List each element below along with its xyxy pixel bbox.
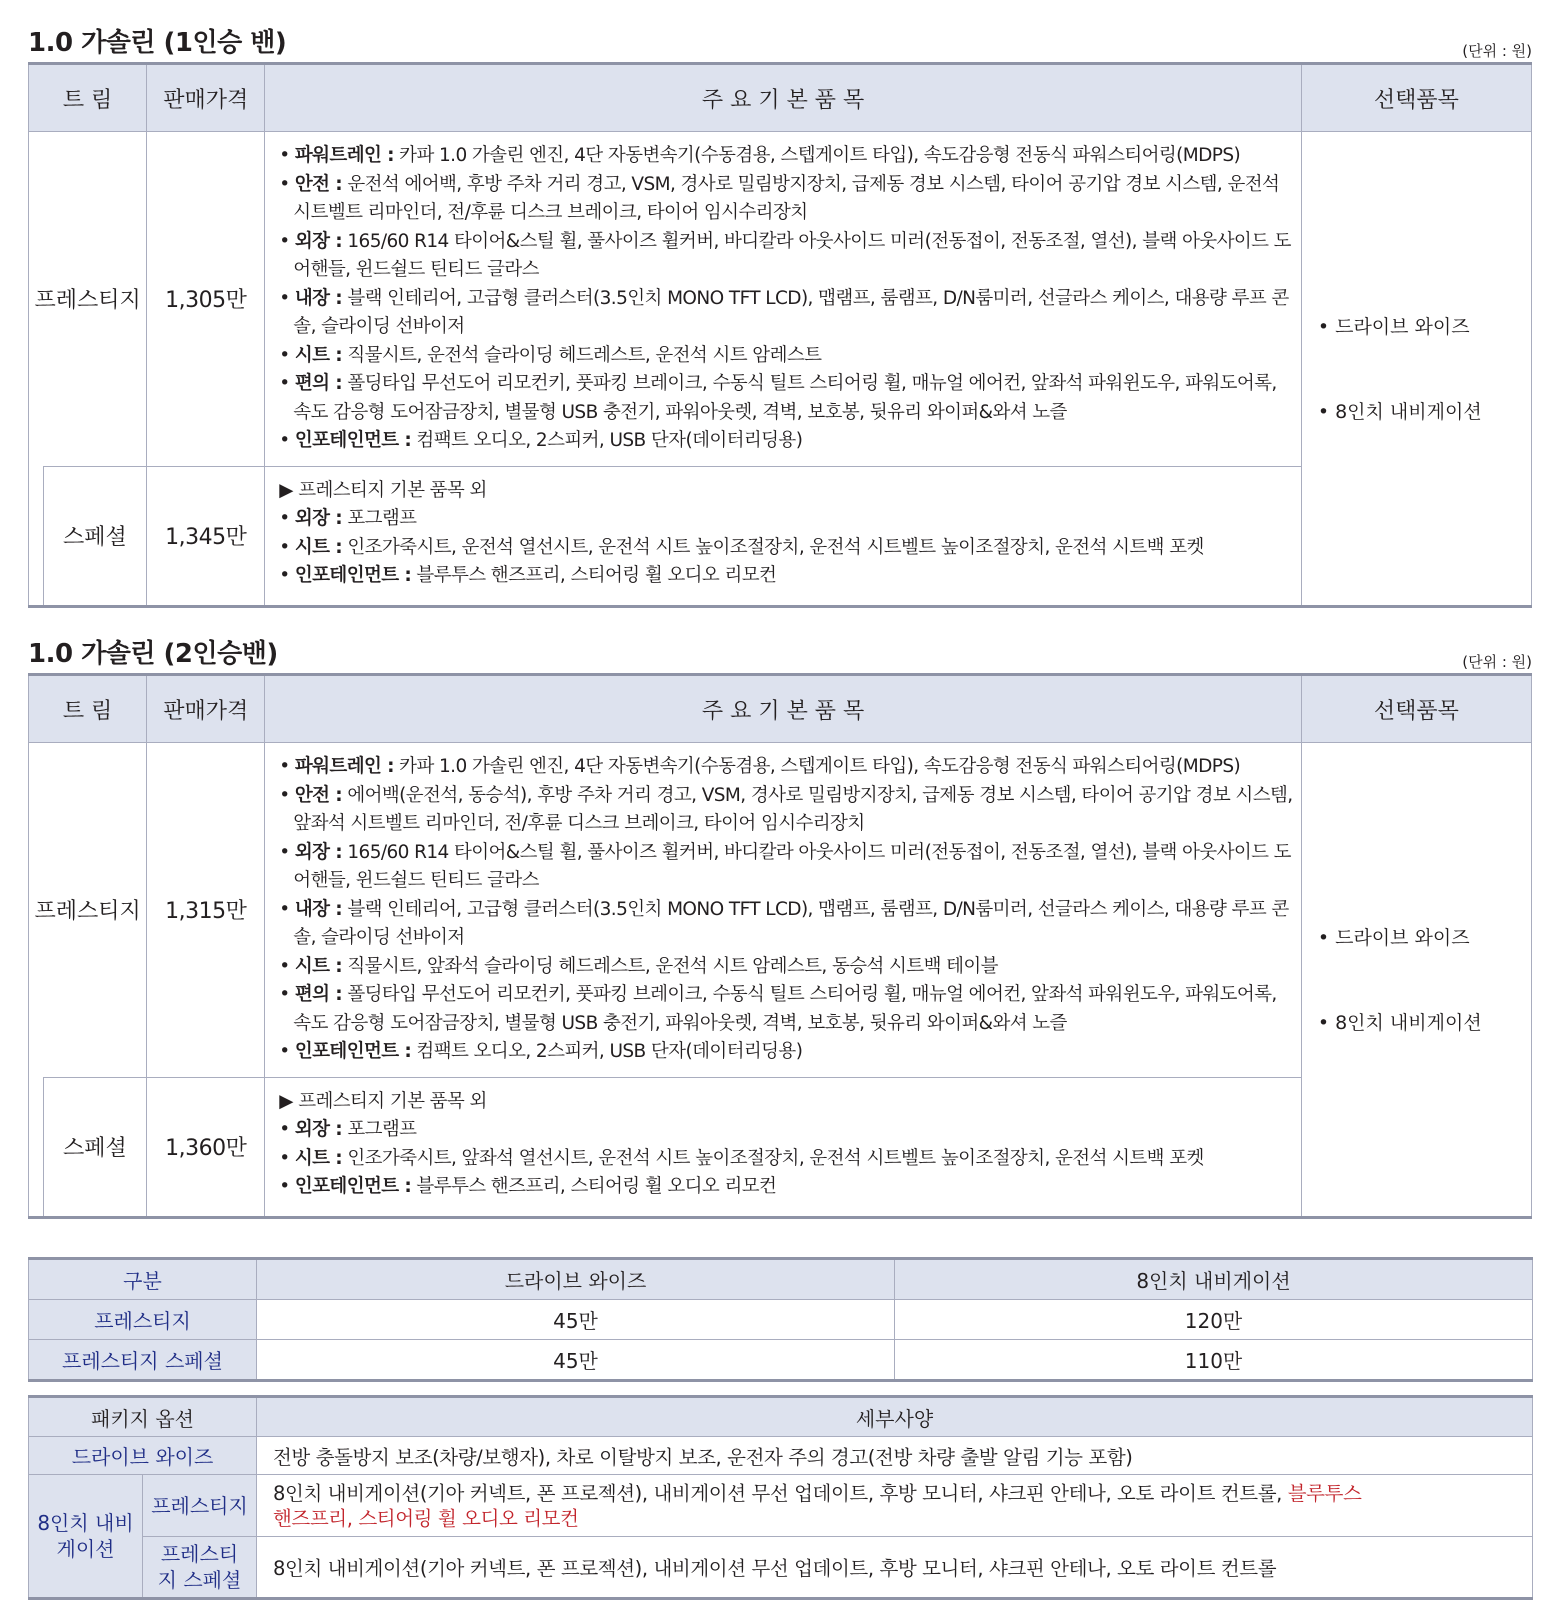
detail-nav-special: 8인치 내비게이션(기아 커넥트, 폰 프로젝션), 내비게이션 무선 업데이트, 후방 모니터, 샤크핀 안테나, 오토 라이트 컨트롤 bbox=[257, 1537, 1533, 1599]
section1-header bbox=[28, 22, 1532, 62]
section2-spec-table bbox=[28, 673, 1532, 1219]
trim-prestige: 프레스티지 bbox=[29, 743, 147, 1078]
highlight-text: 블루투스 핸즈프리, 스티어링 휠 오디오 리모컨 bbox=[273, 1481, 1362, 1530]
header-trim: 트 림 bbox=[29, 64, 147, 132]
feature-item: • 외장 : 165/60 R14 타이어&스틸 휠, 풀사이즈 휠커버, 바디칼라 아웃사이드 미러(전동접이, 전동조절, 열선), 블랙 아웃사이드 도어핸들, 윈드쉴드 틴티드 글라스 bbox=[279, 841, 1291, 891]
package-table bbox=[28, 1395, 1533, 1600]
option-price-table bbox=[28, 1257, 1533, 1382]
feature-item: • 시트 : 인조가죽시트, 운전석 열선시트, 운전석 시트 높이조절장치, 운전석 시트벨트 높이조절장치, 운전석 시트백 포켓 bbox=[279, 536, 1204, 558]
header-package: 패키지 옵션 bbox=[29, 1397, 257, 1437]
package-row-drive-wise bbox=[29, 1437, 1533, 1475]
section1-spec-table bbox=[28, 62, 1532, 608]
feature-item: • 시트 : 인조가죽시트, 앞좌석 열선시트, 운전석 시트 높이조절장치, 운전석 시트벨트 높이조절장치, 운전석 시트백 포켓 bbox=[279, 1147, 1204, 1169]
section2-prestige-row bbox=[29, 743, 1532, 1078]
price-navigation: 110만 bbox=[895, 1340, 1533, 1381]
feature-item: • 시트 : 직물시트, 앞좌석 슬라이딩 헤드레스트, 운전석 시트 암레스트, 동승석 시트백 테이블 bbox=[279, 955, 998, 977]
package-header-row bbox=[29, 1397, 1533, 1437]
option-price-row bbox=[29, 1340, 1533, 1381]
trim-prestige: 프레스티지 bbox=[143, 1475, 257, 1537]
features-special bbox=[265, 466, 1302, 606]
header-price: 판매가격 bbox=[147, 64, 265, 132]
section1-title: 1.0 가솔린 (1인승 밴) bbox=[28, 28, 287, 58]
feature-item: • 인포테인먼트 : 블루투스 핸즈프리, 스티어링 휠 오디오 리모컨 bbox=[279, 1176, 777, 1197]
feature-item: • 파워트레인 : 카파 1.0 가솔린 엔진, 4단 자동변속기(수동겸용, 스텝게이트 타입), 속도감응형 전동식 파워스티어링(MDPS) bbox=[279, 756, 1241, 777]
option-drive-wise: • 드라이브 와이즈 bbox=[1317, 316, 1470, 339]
row-name: 프레스티지 bbox=[29, 1300, 257, 1340]
section1-prestige-row bbox=[29, 132, 1532, 467]
option-drive-wise: • 드라이브 와이즈 bbox=[1317, 927, 1470, 950]
price-drive-wise: 45만 bbox=[257, 1300, 895, 1340]
price-drive-wise: 45만 bbox=[257, 1340, 895, 1381]
feature-item: • 외장 : 포그램프 bbox=[279, 1119, 417, 1140]
feature-item: • 편의 : 폴딩타입 무선도어 리모컨키, 풋파킹 브레이크, 수동식 틸트 스티어링 휠, 매뉴얼 에어컨, 앞좌석 파워윈도우, 파워도어록, 속도 감응형 도어잠금장치, 별물형 USB 충전기, 파워아웃렛, 격벽, 보호봉, 뒷유리 와이퍼&와셔 노즐 bbox=[279, 373, 1277, 423]
detail-nav-prestige: 8인치 내비게이션(기아 커넥트, 폰 프로젝션), 내비게이션 무선 업데이트, 후방 모니터, 샤크핀 안테나, 오토 라이트 컨트롤, 블루투스 핸즈프리, 스티어링 휠 오디오 리모컨 bbox=[257, 1475, 1533, 1537]
price-special: 1,360만 bbox=[147, 1077, 265, 1217]
feature-item: • 인포테인먼트 : 컴팩트 오디오, 2스피커, USB 단자(데이터리딩용) bbox=[279, 1041, 803, 1062]
trim-special: 스페셜 bbox=[43, 466, 147, 606]
header-options: 선택품목 bbox=[1301, 675, 1531, 743]
feature-item: • 인포테인먼트 : 컴팩트 오디오, 2스피커, USB 단자(데이터리딩용) bbox=[279, 430, 803, 451]
feature-item: • 내장 : 블랙 인테리어, 고급형 클러스터(3.5인치 MONO TFT LCD), 맵램프, 룸램프, D/N룸미러, 선글라스 케이스, 대용량 루프 콘솔, 슬라이딩 선바이저 bbox=[279, 898, 1289, 948]
feature-item: • 시트 : 직물시트, 운전석 슬라이딩 헤드레스트, 운전석 시트 암레스트 bbox=[279, 344, 822, 366]
feature-item: • 편의 : 폴딩타입 무선도어 리모컨키, 풋파킹 브레이크, 수동식 틸트 스티어링 휠, 매뉴얼 에어컨, 앞좌석 파워윈도우, 파워도어록, 속도 감응형 도어잠금장치, 별물형 USB 충전기, 파워아웃렛, 격벽, 보호봉, 뒷유리 와이퍼&와셔 노즐 bbox=[279, 984, 1277, 1034]
price-prestige: 1,305만 bbox=[147, 132, 265, 467]
header-options: 선택품목 bbox=[1301, 64, 1531, 132]
feature-base: ▶ 프레스티지 기본 품목 외 bbox=[279, 1090, 487, 1112]
col-drive-wise: 드라이브 와이즈 bbox=[257, 1259, 895, 1300]
trim-indent bbox=[29, 466, 44, 606]
option-price-row bbox=[29, 1300, 1533, 1340]
feature-item: • 파워트레인 : 카파 1.0 가솔린 엔진, 4단 자동변속기(수동겸용, 스텝게이트 타입), 속도감응형 전동식 파워스티어링(MDPS) bbox=[279, 145, 1241, 166]
package-navigation: 8인치 내비게이션 bbox=[29, 1475, 143, 1599]
section1-header-row bbox=[29, 64, 1532, 132]
trim-special: 스페셜 bbox=[43, 1077, 147, 1217]
feature-item: • 외장 : 165/60 R14 타이어&스틸 휠, 풀사이즈 휠커버, 바디칼라 아웃사이드 미러(전동접이, 전동조절, 열선), 블랙 아웃사이드 도어핸들, 윈드쉴드 틴티드 글라스 bbox=[279, 230, 1291, 280]
price-prestige: 1,315만 bbox=[147, 743, 265, 1078]
features-prestige bbox=[265, 743, 1302, 1078]
trim-prestige: 프레스티지 bbox=[29, 132, 147, 467]
feature-base: ▶ 프레스티지 기본 품목 외 bbox=[279, 479, 487, 501]
features-special bbox=[265, 1077, 1302, 1217]
header-features: 주 요 기 본 품 목 bbox=[265, 675, 1302, 743]
options-cell bbox=[1301, 743, 1531, 1218]
package-row-nav-special bbox=[29, 1537, 1533, 1599]
feature-item: • 안전 : 운전석 에어백, 후방 주차 거리 경고, VSM, 경사로 밀림방지장치, 급제동 경보 시스템, 타이어 공기압 경보 시스템, 운전석 시트벨트 리마인더, 전/후륜 디스크 브레이크, 타이어 임시수리장치 bbox=[279, 173, 1280, 223]
row-name: 프레스티지 스페셜 bbox=[29, 1340, 257, 1381]
detail-drive-wise: 전방 충돌방지 보조(차량/보행자), 차로 이탈방지 보조, 운전자 주의 경고(전방 차량 출발 알림 기능 포함) bbox=[257, 1437, 1533, 1475]
feature-item: • 인포테인먼트 : 블루투스 핸즈프리, 스티어링 휠 오디오 리모컨 bbox=[279, 565, 777, 586]
price-navigation: 120만 bbox=[895, 1300, 1533, 1340]
section2-unit: (단위 : 원) bbox=[1462, 653, 1532, 671]
section1-unit: (단위 : 원) bbox=[1462, 42, 1532, 60]
trim-prestige-special: 프레스티지 스페셜 bbox=[143, 1537, 257, 1599]
header-features: 주 요 기 본 품 목 bbox=[265, 64, 1302, 132]
header-detail: 세부사양 bbox=[257, 1397, 1533, 1437]
options-cell bbox=[1301, 132, 1531, 607]
trim-indent bbox=[29, 1077, 44, 1217]
option-navigation: • 8인치 내비게이션 bbox=[1317, 401, 1482, 424]
col-navigation: 8인치 내비게이션 bbox=[895, 1259, 1533, 1300]
section2-header-row bbox=[29, 675, 1532, 743]
package-drive-wise: 드라이브 와이즈 bbox=[29, 1437, 257, 1475]
option-navigation: • 8인치 내비게이션 bbox=[1317, 1012, 1482, 1035]
section2-header bbox=[28, 633, 1532, 673]
col-category: 구분 bbox=[29, 1259, 257, 1300]
section2-title: 1.0 가솔린 (2인승밴) bbox=[28, 639, 278, 669]
price-special: 1,345만 bbox=[147, 466, 265, 606]
feature-item: • 내장 : 블랙 인테리어, 고급형 클러스터(3.5인치 MONO TFT LCD), 맵램프, 룸램프, D/N룸미러, 선글라스 케이스, 대용량 루프 콘솔, 슬라이딩 선바이저 bbox=[279, 287, 1289, 337]
features-prestige bbox=[265, 132, 1302, 467]
package-row-nav-prestige bbox=[29, 1475, 1533, 1537]
header-price: 판매가격 bbox=[147, 675, 265, 743]
feature-item: • 외장 : 포그램프 bbox=[279, 508, 417, 529]
feature-item: • 안전 : 에어백(운전석, 동승석), 후방 주차 거리 경고, VSM, 경사로 밀림방지장치, 급제동 경보 시스템, 타이어 공기압 경보 시스템, 앞좌석 시트벨트 리마인더, 전/후륜 디스크 브레이크, 타이어 임시수리장치 bbox=[279, 784, 1293, 834]
option-price-header bbox=[29, 1259, 1533, 1300]
header-trim: 트 림 bbox=[29, 675, 147, 743]
